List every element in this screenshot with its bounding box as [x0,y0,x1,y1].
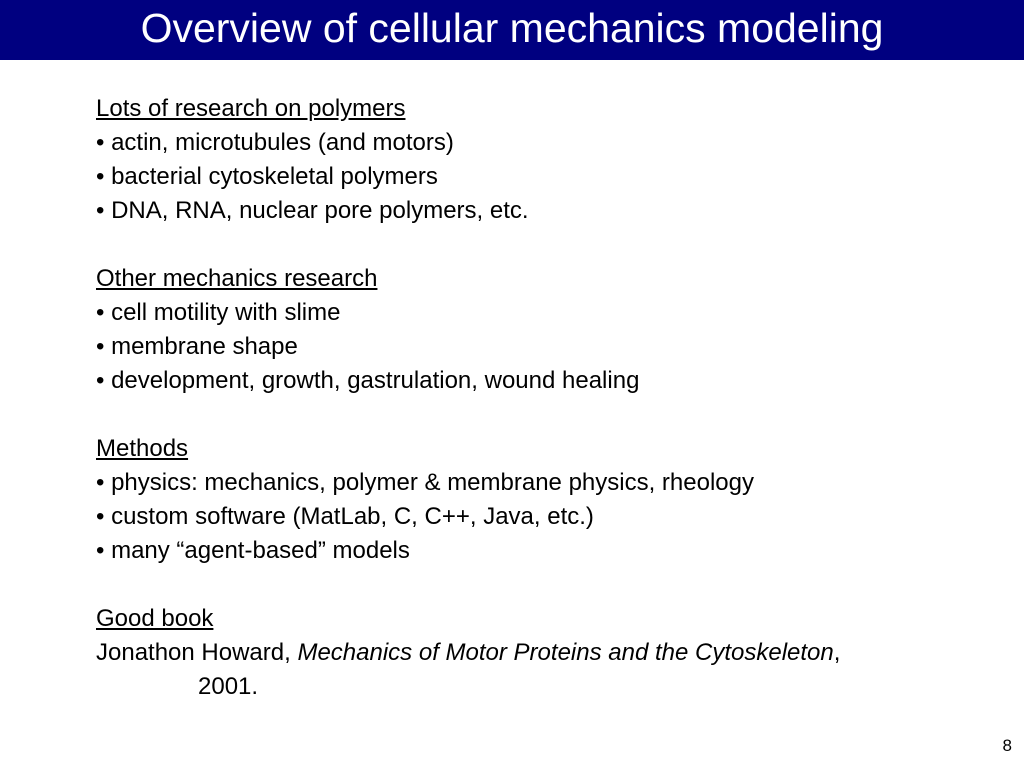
spacer [96,398,996,432]
section-heading-book: Good book [96,605,214,632]
bullet-item: • bacterial cytoskeletal polymers [96,163,438,190]
section-heading-methods: Methods [96,435,189,462]
bullet-item: • development, growth, gastrulation, wound healing [96,367,640,394]
bullet-item: • custom software (MatLab, C, C++, Java, etc.) [96,503,594,530]
slide-title: Overview of cellular mechanics modeling [140,5,884,51]
book-comma: , [833,639,841,666]
section-heading-mechanics: Other mechanics research [96,265,378,292]
slide-body [96,92,996,704]
title-bar [0,0,1024,60]
bullet-item: • membrane shape [96,333,298,360]
book-author: Jonathon Howard, [96,639,298,666]
book-title: Mechanics of Motor Proteins and the Cytoskeleton [297,639,834,666]
bullet-item: • DNA, RNA, nuclear pore polymers, etc. [96,197,529,224]
bullet-item: • cell motility with slime [96,299,341,326]
bullet-item: • many “agent-based” models [96,537,410,564]
section-heading-polymers: Lots of research on polymers [96,95,406,122]
book-citation [96,636,996,670]
bullet-item: • actin, microtubules (and motors) [96,129,454,156]
spacer [96,228,996,262]
book-year: 2001. [198,673,259,700]
page-number: 8 [1002,736,1012,755]
bullet-item: • physics: mechanics, polymer & membrane physics, rheology [96,469,754,496]
spacer [96,568,996,602]
